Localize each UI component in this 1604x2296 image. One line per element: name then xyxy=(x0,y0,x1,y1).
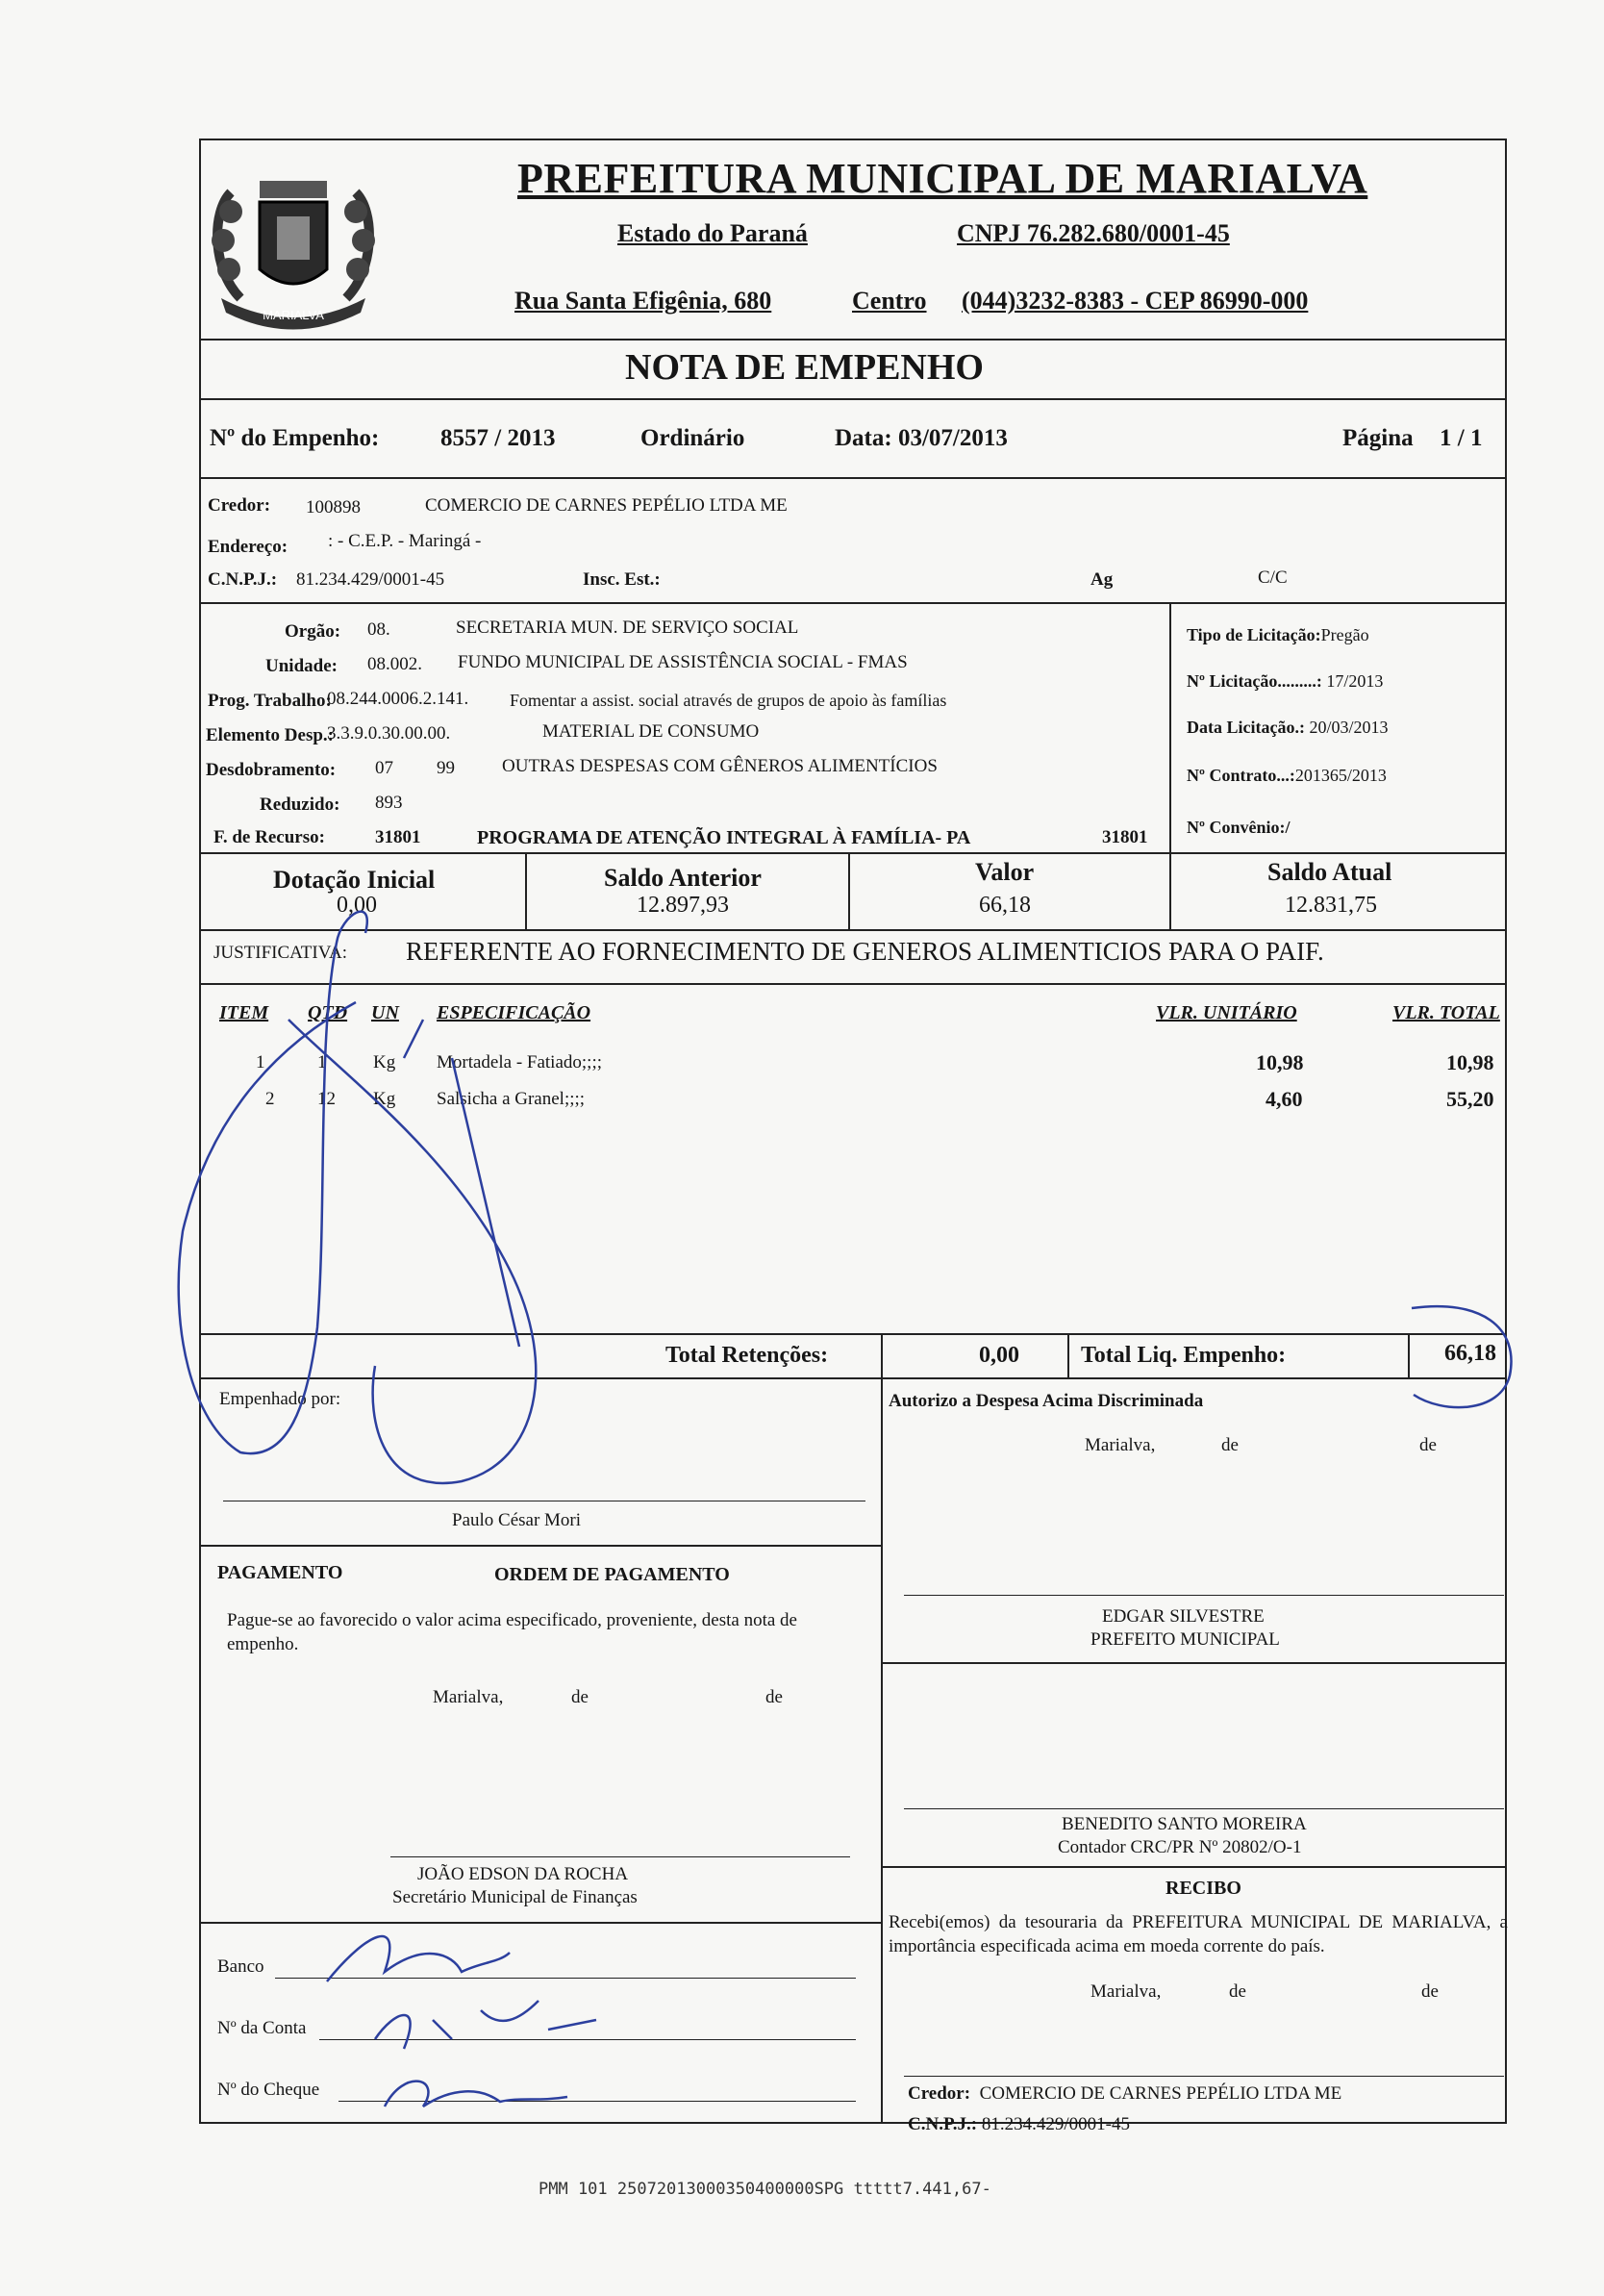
col-specification: ESPECIFICAÇÃO xyxy=(437,1002,591,1023)
address-label: Endereço: xyxy=(208,537,288,557)
unit-label: Unidade: xyxy=(265,656,338,676)
accountant-name: BENEDITO SANTO MOREIRA xyxy=(1062,1814,1307,1834)
unit-name: FUNDO MUNICIPAL DE ASSISTÊNCIA SOCIAL - FMAS xyxy=(458,652,908,672)
resource-source-name: PROGRAMA DE ATENÇÃO INTEGRAL À FAMÍLIA- PA xyxy=(477,827,971,848)
breakdown-code-2: 99 xyxy=(437,758,455,778)
creditor-cnpj-label: C.N.P.J.: xyxy=(208,569,278,590)
receipt-city: Marialva, xyxy=(1090,1981,1162,2002)
item-unit-price: 4,60 xyxy=(1266,1087,1303,1111)
page-number: 1 / 1 xyxy=(1440,425,1483,451)
organ-code: 08. xyxy=(367,619,390,640)
empenho-number: 8557 / 2013 xyxy=(440,425,556,451)
payment-city: Marialva, xyxy=(433,1687,504,1707)
mayor-title: PREFEITO MUNICIPAL xyxy=(1090,1629,1280,1650)
net-total-value: 66,18 xyxy=(1444,1341,1496,1366)
bidding-number: Nº Licitação.........: 17/2013 xyxy=(1187,671,1384,691)
footer-print-code: PMM 101 25072013000350400000SPG ttttt7.441,67- xyxy=(539,2180,991,2199)
initial-allocation-value: 0,00 xyxy=(337,893,377,918)
withholdings-value: 0,00 xyxy=(979,1343,1019,1368)
col-qty: QTD xyxy=(308,1002,348,1023)
bank-label: Banco xyxy=(217,1956,264,1977)
page-label: Página xyxy=(1342,425,1414,451)
receipt-label: RECIBO xyxy=(1165,1878,1241,1899)
creditor-name: COMERCIO DE CARNES PEPÉLIO LTDA ME xyxy=(425,495,788,516)
item-total: 55,20 xyxy=(1446,1087,1494,1111)
bidding-date: Data Licitação.: 20/03/2013 xyxy=(1187,718,1389,737)
item-unit: Kg xyxy=(373,1089,396,1109)
authorization-label: Autorizo a Despesa Acima Discriminada xyxy=(889,1391,1204,1411)
work-program-description: Fomentar a assist. social através de grupos de apoio às famílias xyxy=(510,691,947,710)
item-total: 10,98 xyxy=(1446,1050,1494,1074)
svg-text:MARIALVA: MARIALVA xyxy=(263,308,324,322)
current-balance-value: 12.831,75 xyxy=(1285,893,1377,918)
reduced-label: Reduzido: xyxy=(260,795,340,815)
municipality-title: PREFEITURA MUNICIPAL DE MARIALVA xyxy=(517,155,1368,202)
empenho-type: Ordinário xyxy=(640,425,745,451)
breakdown-name: OUTRAS DESPESAS COM GÊNEROS ALIMENTÍCIOS xyxy=(502,756,938,776)
date-de: de xyxy=(571,1687,589,1707)
organ-name: SECRETARIA MUN. DE SERVIÇO SOCIAL xyxy=(456,618,799,638)
receipt-creditor: Credor: COMERCIO DE CARNES PEPÉLIO LTDA ME xyxy=(908,2083,1342,2104)
work-program-label: Prog. Trabalho: xyxy=(208,691,332,711)
empenho-number-label: Nº do Empenho: xyxy=(210,425,380,451)
finance-secretary-title: Secretário Municipal de Finanças xyxy=(392,1887,638,1907)
net-total-label: Total Liq. Empenho: xyxy=(1081,1343,1287,1368)
expense-element-code: 3.3.9.0.30.00.00. xyxy=(327,723,451,744)
date-de: de xyxy=(1421,1981,1439,2002)
state-registration-label: Insc. Est.: xyxy=(583,569,661,590)
date-de: de xyxy=(1221,1435,1239,1455)
organ-label: Orgão: xyxy=(285,621,341,642)
date-de: de xyxy=(1229,1981,1246,2002)
expense-element-label: Elemento Desp.: xyxy=(206,725,334,745)
previous-balance-label: Saldo Anterior xyxy=(604,864,762,892)
date-de: de xyxy=(1419,1435,1437,1455)
previous-balance-value: 12.897,93 xyxy=(637,893,729,918)
payment-order-label: ORDEM DE PAGAMENTO xyxy=(494,1564,730,1585)
committed-by-label: Empenhado por: xyxy=(219,1389,341,1409)
finance-secretary-name: JOÃO EDSON DA ROCHA xyxy=(417,1864,629,1884)
resource-source-label: F. de Recurso: xyxy=(213,827,325,847)
reduced-code: 893 xyxy=(375,793,403,813)
item-number: 1 xyxy=(256,1052,265,1072)
col-item: ITEM xyxy=(219,1002,269,1023)
payment-label: PAGAMENTO xyxy=(217,1562,343,1583)
account-label: C/C xyxy=(1258,568,1288,588)
document-title: NOTA DE EMPENHO xyxy=(625,347,984,388)
agency-label: Ag xyxy=(1090,569,1114,590)
address-neighborhood: Centro xyxy=(852,287,927,315)
amount-value: 66,18 xyxy=(979,893,1031,918)
item-unit: Kg xyxy=(373,1052,396,1072)
state-name: Estado do Paraná xyxy=(617,219,808,247)
breakdown-code-1: 07 xyxy=(375,758,393,778)
creditor-code: 100898 xyxy=(306,497,361,517)
accountant-title: Contador CRC/PR Nº 20802/O-1 xyxy=(1058,1837,1302,1857)
expense-element-name: MATERIAL DE CONSUMO xyxy=(542,721,760,742)
current-balance-label: Saldo Atual xyxy=(1267,858,1392,886)
address-phone-cep: (044)3232-8383 - CEP 86990-000 xyxy=(962,287,1309,315)
creditor-address: : - C.E.P. - Maringá - xyxy=(328,531,482,551)
item-number: 2 xyxy=(265,1089,275,1109)
resource-source-code-2: 31801 xyxy=(1102,827,1148,847)
contract-number: Nº Contrato...:201365/2013 xyxy=(1187,766,1387,785)
creditor-label: Credor: xyxy=(208,495,271,516)
date-de: de xyxy=(765,1687,783,1707)
item-unit-price: 10,98 xyxy=(1256,1050,1304,1074)
justification-text: REFERENTE AO FORNECIMENTO DE GENEROS ALIMENTICIOS PARA O PAIF. xyxy=(406,937,1324,966)
withholdings-label: Total Retenções: xyxy=(665,1343,829,1368)
amount-label: Valor xyxy=(975,858,1035,886)
receipt-text: Recebi(emos) da tesouraria da PREFEITURA MUNICIPAL DE MARIALVA, a importância especificada acima em moeda corrente do país. xyxy=(889,1912,1508,1956)
item-qty: 12 xyxy=(317,1089,336,1109)
municipality-cnpj: CNPJ 76.282.680/0001-45 xyxy=(957,219,1230,247)
item-specification: Salsicha a Granel;;;; xyxy=(437,1089,586,1109)
address-street: Rua Santa Efigênia, 680 xyxy=(514,287,772,315)
col-unit: UN xyxy=(371,1002,399,1023)
creditor-cnpj: 81.234.429/0001-45 xyxy=(296,569,445,590)
initial-allocation-label: Dotação Inicial xyxy=(273,866,436,894)
receipt-cnpj: C.N.P.J.: 81.234.429/0001-45 xyxy=(908,2114,1130,2134)
item-specification: Mortadela - Fatiado;;;; xyxy=(437,1052,603,1072)
account-number-label: Nº da Conta xyxy=(217,2018,307,2038)
justification-label: JUSTIFICATIVA: xyxy=(213,943,348,963)
authorization-city: Marialva, xyxy=(1085,1435,1156,1455)
agreement-number: Nº Convênio:/ xyxy=(1187,818,1291,837)
bidding-type: Tipo de Licitação:Pregão xyxy=(1187,625,1369,644)
work-program-code: 08.244.0006.2.141. xyxy=(327,689,469,709)
check-number-label: Nº do Cheque xyxy=(217,2080,320,2100)
unit-code: 08.002. xyxy=(367,654,422,674)
mayor-name: EDGAR SILVESTRE xyxy=(1102,1606,1265,1627)
breakdown-label: Desdobramento: xyxy=(206,760,337,780)
empenho-date: Data: 03/07/2013 xyxy=(835,425,1008,451)
resource-source-code: 31801 xyxy=(375,827,421,847)
committed-by-name: Paulo César Mori xyxy=(452,1510,582,1530)
col-unit-price: VLR. UNITÁRIO xyxy=(1156,1002,1297,1023)
col-total: VLR. TOTAL xyxy=(1392,1002,1500,1023)
item-qty: 1 xyxy=(317,1052,327,1072)
payment-order-text: Pague-se ao favorecido o valor acima especificado, proveniente, desta nota de empenho. xyxy=(227,1610,797,1654)
